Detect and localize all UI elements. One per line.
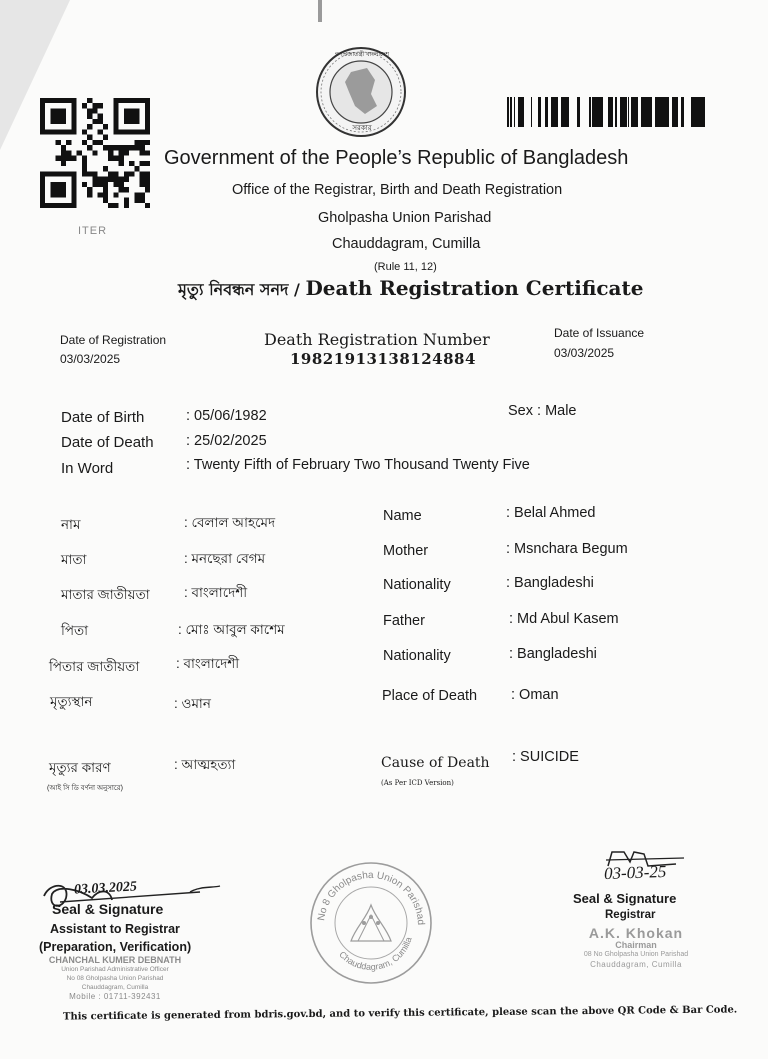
registration-date-label: Date of Registration <box>60 333 167 347</box>
in-word-value: : Twenty Fifth of February Two Thousand Twenty Five <box>186 457 530 473</box>
name-en-value: : Belal Ahmed <box>506 505 596 521</box>
place-of-death-bn-label: মৃত্যুস্থান <box>50 694 93 709</box>
place-of-death-en-value: : Oman <box>511 687 559 703</box>
cause-of-death-bn-label: মৃত্যুর কারণ <box>49 760 111 775</box>
emblem-bottom-text: সরকার <box>352 125 372 132</box>
father-en-value: : Md Abul Kasem <box>509 611 619 627</box>
assistant-role: Assistant to Registrar <box>50 922 180 936</box>
sex-value: Sex : Male <box>508 403 577 419</box>
mother-nationality-bn-value: : বাংলাদেশী <box>184 585 248 600</box>
barcode-icon[interactable] <box>505 97 705 127</box>
stamp-ring-top-text: No 8 Gholpasha Union Parishad <box>316 869 427 926</box>
registration-number-value: 19821913138124884 <box>290 350 476 368</box>
assistant-stamp-line: Mobile : 01711-392431 <box>69 992 161 1001</box>
upazila-name: Chauddagram, Cumilla <box>332 236 481 252</box>
registrar-handwritten-date: 03-03-25 <box>603 861 667 884</box>
assistant-role-note: (Preparation, Verification) <box>39 940 192 954</box>
registrar-stamp <box>556 926 716 970</box>
dod-value: : 25/02/2025 <box>186 433 267 449</box>
mother-bn-label: মাতা <box>61 552 87 567</box>
issuance-date-label: Date of Issuance <box>554 326 645 340</box>
union-parishad-round-stamp-icon <box>306 857 436 987</box>
rule-reference: (Rule 11, 12) <box>374 261 437 273</box>
place-of-death-bn-value: : ওমান <box>174 696 211 711</box>
name-bn-value: : বেলাল আহমেদ <box>184 515 276 530</box>
verification-footer: This certificate is generated from bdris.gov.bd, and to verify this certificate, please scan the above QR Code & Bar Code. <box>62 1004 738 1023</box>
assistant-stamp <box>40 956 190 1001</box>
registrar-stamp-line: Chauddagram, Cumilla <box>590 960 682 969</box>
stamp-ring-bottom-text: Chauddagram, Cumilla <box>337 935 414 972</box>
dob-value: : 05/06/1982 <box>186 408 267 424</box>
father-nationality-bn-value: : বাংলাদেশী <box>176 656 240 671</box>
in-word-label: In Word <box>61 460 114 477</box>
registrar-role: Registrar <box>605 909 656 921</box>
certificate-title <box>178 276 643 304</box>
registration-date-value: 03/03/2025 <box>60 352 121 366</box>
mother-en-value: : Msnchara Begum <box>506 541 628 557</box>
dob-label: Date of Birth <box>61 409 145 426</box>
assistant-seal-label: Seal & Signature <box>52 901 164 917</box>
cause-of-death-bn-value: : আত্মহত্যা <box>174 757 236 772</box>
qr-caption: ITER <box>78 225 108 237</box>
registrar-stamp-line: A.K. Khokan <box>588 925 684 941</box>
assistant-stamp-line: Union Parishad Administrative Officer <box>61 966 169 973</box>
father-bn-value: : মোঃ আবুল কাশেম <box>178 622 285 637</box>
father-nationality-en-value: : Bangladeshi <box>509 646 597 662</box>
cause-of-death-en-label: Cause of Death <box>381 755 490 771</box>
mother-bn-value: : মনছেরা বেগম <box>184 551 266 566</box>
dod-label: Date of Death <box>61 434 154 451</box>
registrar-stamp-line: 08 No Gholpasha Union Parishad <box>583 951 689 958</box>
union-name: Gholpasha Union Parishad <box>318 210 492 226</box>
assistant-stamp-line: Chauddagram, Cumilla <box>81 984 149 991</box>
father-nationality-en-label: Nationality <box>383 648 451 664</box>
registrar-seal-label: Seal & Signature <box>573 891 677 906</box>
assistant-stamp-line: CHANCHAL KUMER DEBNATH <box>48 955 182 965</box>
place-of-death-en-label: Place of Death <box>382 688 478 704</box>
government-title: Government of the People’s Republic of Bangladesh <box>164 147 629 169</box>
assistant-stamp-line: No 08 Gholpasha Union Parishad <box>66 975 164 982</box>
icd-note-bn: (আই সি ডি বর্ণনা অনুসারে) <box>47 785 123 792</box>
emblem-top-text: গণপ্রজাতন্ত্রী বাংলাদেশ <box>334 52 390 58</box>
staple-mark <box>318 0 322 22</box>
certificate-title-en: Death Registration Certificate <box>305 276 644 300</box>
mother-en-label: Mother <box>383 543 429 559</box>
name-bn-label: নাম <box>61 517 81 532</box>
issuance-date-value: 03/03/2025 <box>554 346 615 360</box>
father-bn-label: পিতা <box>61 623 89 638</box>
icd-note-en: (As Per ICD Version) <box>381 779 454 787</box>
office-name: Office of the Registrar, Birth and Death Registration <box>232 182 563 198</box>
certificate-title-bn: মৃত্যু নিবন্ধন সনদ / <box>178 280 306 299</box>
registrar-stamp-line: Chairman <box>615 940 657 950</box>
qr-code-icon[interactable] <box>40 98 150 208</box>
mother-nationality-bn-label: মাতার জাতীয়তা <box>61 587 150 602</box>
assistant-handwritten-date: 03.03.2025 <box>73 879 138 898</box>
cause-of-death-en-value: : SUICIDE <box>512 749 579 765</box>
father-en-label: Father <box>383 613 425 629</box>
mother-nationality-en-value: : Bangladeshi <box>506 575 594 591</box>
mother-nationality-en-label: Nationality <box>383 577 451 593</box>
registration-number-label: Death Registration Number <box>264 330 490 349</box>
father-nationality-bn-label: পিতার জাতীয়তা <box>49 659 140 674</box>
name-en-label: Name <box>383 508 422 524</box>
